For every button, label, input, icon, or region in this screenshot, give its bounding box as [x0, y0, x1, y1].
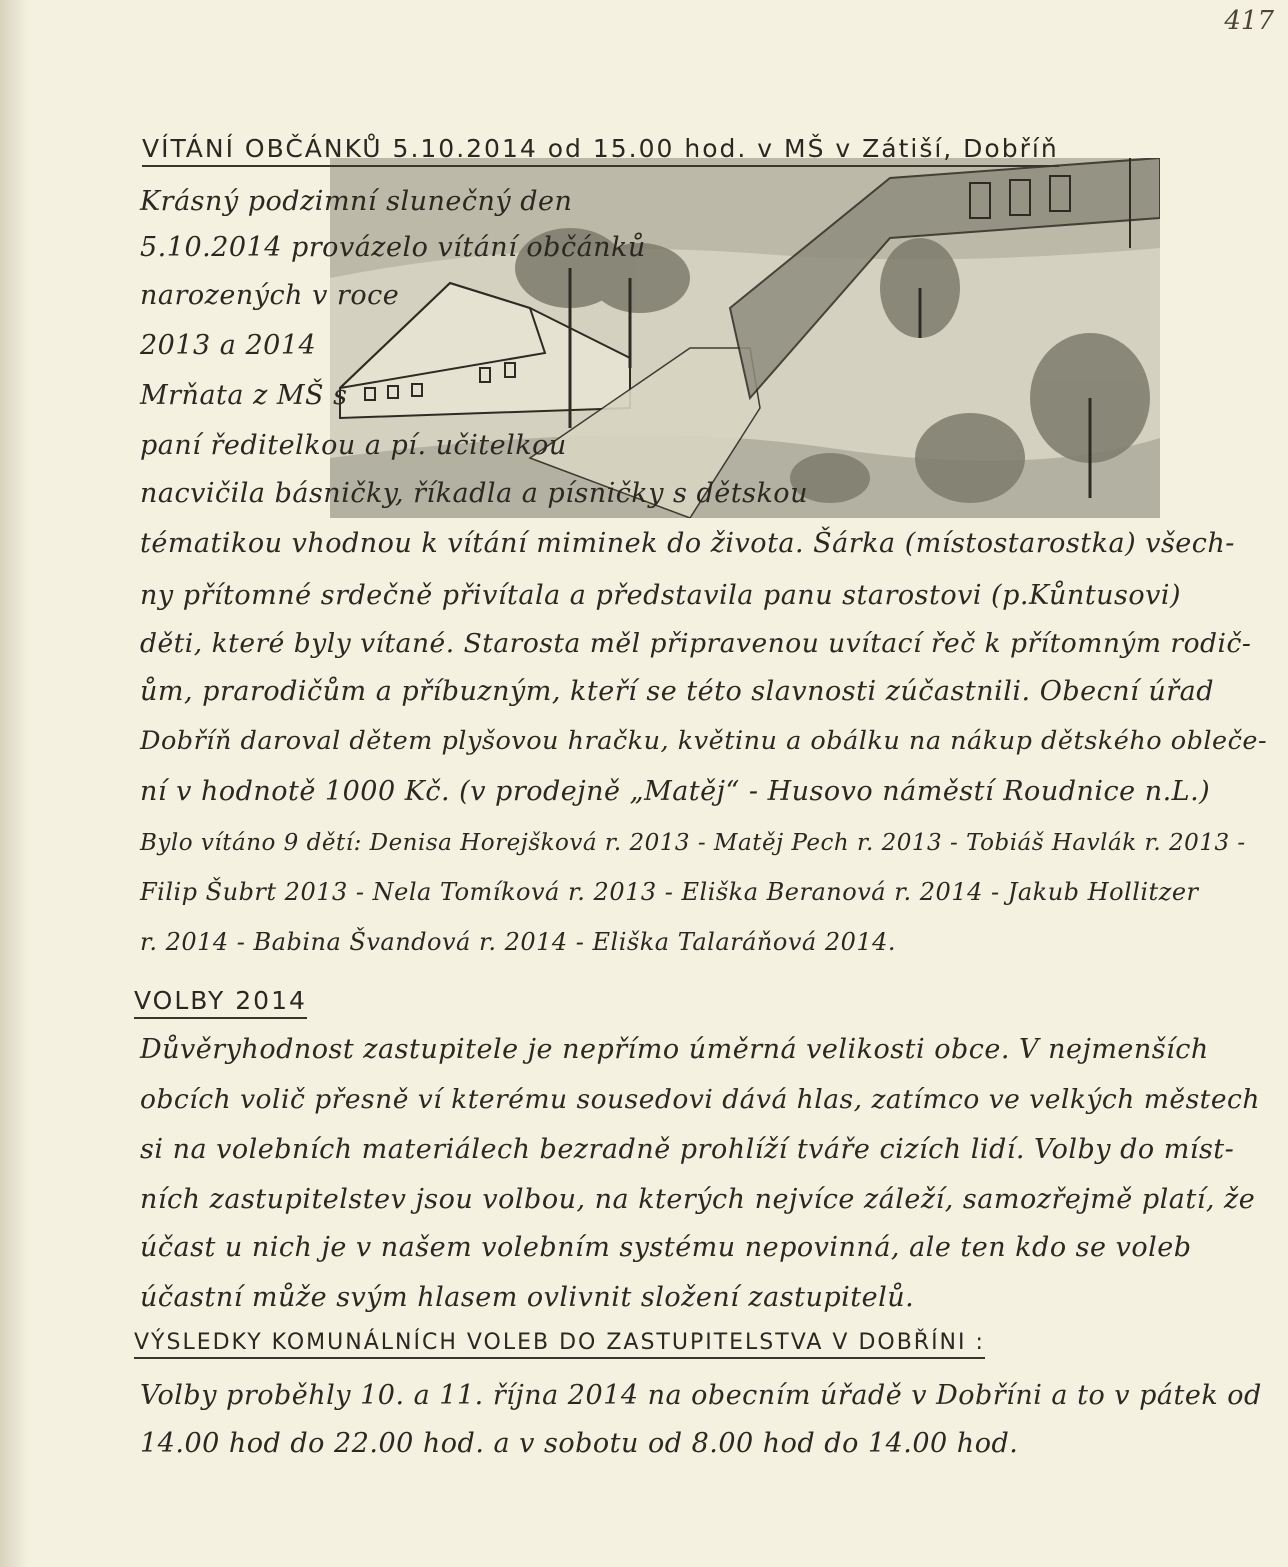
- section1-line-8: tématikou vhodnou k vítání miminek do života. Šárka (místostarostka) všech-: [140, 528, 1235, 559]
- section3-line-1: Volby proběhly 10. a 11. října 2014 na obecním úřadě v Dobříni a to v pátek od: [140, 1380, 1262, 1411]
- section3-heading: VÝSLEDKY KOMUNÁLNÍCH VOLEB DO ZASTUPITELSTVA V DOBŘÍNI :: [134, 1330, 985, 1359]
- section1-line-12: Dobříň daroval dětem plyšovou hračku, květinu a obálku na nákup dětského obleče-: [140, 726, 1268, 756]
- section2-line-3: si na volebních materiálech bezradně prohlíží tváře cizích lidí. Volby do míst-: [140, 1134, 1235, 1165]
- section2-line-1: Důvěryhodnost zastupitele je nepřímo úměrná velikosti obce. V nejmenších: [140, 1034, 1209, 1065]
- section3-line-2: 14.00 hod do 22.00 hod. a v sobotu od 8.00 hod do 14.00 hod.: [140, 1428, 1019, 1459]
- section1-heading: VÍTÁNÍ OBČÁNKŮ 5.10.2014 od 15.00 hod. v MŠ v Zátiší, Dobříň: [142, 134, 1059, 167]
- section1-line-6: paní ředitelkou a pí. učitelkou: [140, 430, 567, 461]
- page-spine: [0, 0, 28, 1567]
- page-number: 417: [1224, 6, 1274, 36]
- section2-line-4: ních zastupitelstev jsou volbou, na kterých nejvíce záleží, samozřejmě platí, že: [140, 1184, 1256, 1215]
- section1-line-1: Krásný podzimní slunečný den: [140, 186, 573, 217]
- section2-line-2: obcích volič přesně ví kterému sousedovi dává hlas, zatímco ve velkých městech: [140, 1084, 1260, 1115]
- section1-line-5: Mrňata z MŠ s: [140, 380, 348, 411]
- section1-line-11: ům, prarodičům a příbuzným, kteří se této slavnosti zúčastnili. Obecní úřad: [140, 676, 1214, 707]
- section1-line-15: Filip Šubrt 2013 - Nela Tomíková r. 2013 - Eliška Beranová r. 2014 - Jakub Hollitzer: [140, 878, 1199, 906]
- section1-line-14: Bylo vítáno 9 dětí: Denisa Horejšková r. 2013 - Matěj Pech r. 2013 - Tobiáš Havlák r. 2013 -: [140, 830, 1246, 856]
- section1-line-2: 5.10.2014 provázelo vítání občánků: [140, 232, 646, 263]
- section1-line-16: r. 2014 - Babina Švandová r. 2014 - Eliška Talaráňová 2014.: [140, 928, 897, 956]
- section1-line-7: nacvičila básničky, říkadla a písničky s dětskou: [140, 478, 808, 509]
- section1-line-9: ny přítomné srdečně přivítala a představila panu starostovi (p.Kůntusovi): [140, 580, 1182, 611]
- section2-heading: VOLBY 2014: [134, 986, 307, 1019]
- section1-line-4: 2013 a 2014: [140, 330, 317, 361]
- section1-line-10: děti, které byly vítané. Starosta měl připravenou uvítací řeč k přítomným rodič-: [140, 628, 1252, 659]
- section1-line-3: narozených v roce: [140, 280, 400, 311]
- section2-line-5: účast u nich je v našem volebním systému nepovinná, ale ten kdo se voleb: [140, 1232, 1192, 1263]
- section2-line-6: účastní může svým hlasem ovlivnit složení zastupitelů.: [140, 1282, 915, 1313]
- section1-line-13: ní v hodnotě 1000 Kč. (v prodejně „Matěj“ - Husovo náměstí Roudnice n.L.): [140, 776, 1211, 807]
